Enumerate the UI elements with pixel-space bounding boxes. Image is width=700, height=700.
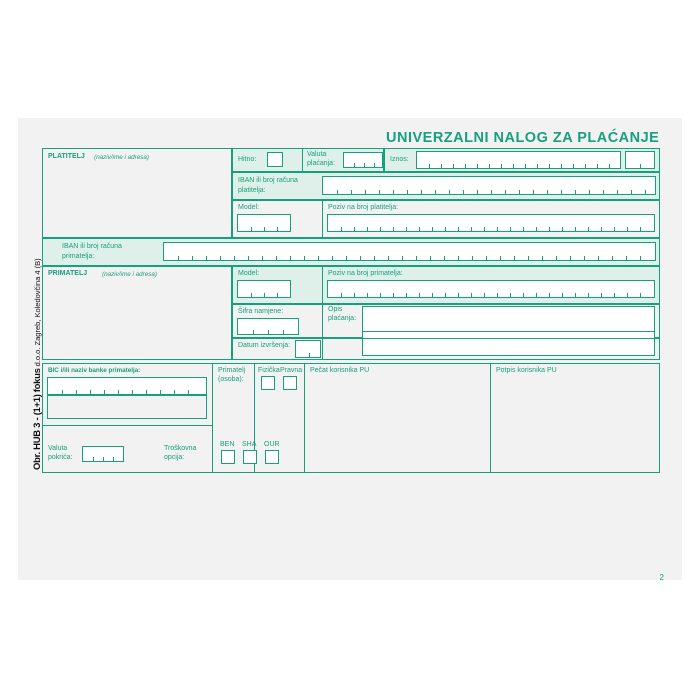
receiver-label-note: (naziv/ime i adresa) [102, 271, 157, 278]
currency-label-line1: Valuta [307, 151, 327, 158]
description-rule [362, 331, 655, 332]
receiver-type-legal-checkbox[interactable] [283, 376, 297, 390]
company-text: d.o.o. Zagreb, Koledovčina 4 (B) [33, 258, 42, 367]
charge-option-our-checkbox[interactable] [265, 450, 279, 464]
payer-reference-label: Poziv na broj platitelja: [328, 204, 399, 211]
receiver-type-label-line2: (osoba): [218, 376, 244, 383]
execution-date-label: Datum izvršenja: [238, 342, 291, 349]
cover-currency-label-line1: Valuta [48, 445, 68, 452]
payer-model-input[interactable] [237, 214, 291, 232]
purpose-code-input[interactable] [237, 318, 299, 335]
receiver-type-natural-checkbox[interactable] [261, 376, 275, 390]
charge-option-our-label: OUR [264, 441, 280, 448]
divider [212, 363, 213, 473]
execution-date-input[interactable] [295, 340, 321, 358]
receiver-name-address-field[interactable] [42, 266, 232, 360]
payment-order-form [18, 118, 682, 580]
page-number: 2 [659, 573, 664, 582]
bank-name-label: BIC i/ili naziv banke primatelja: [48, 367, 141, 374]
purpose-code-label: Šifra namjene: [238, 308, 284, 315]
bank-name-input[interactable] [47, 377, 207, 395]
divider [322, 200, 323, 238]
signature-area[interactable] [490, 363, 660, 473]
divider [42, 425, 212, 426]
payer-account-input[interactable] [322, 176, 656, 195]
page-title: UNIVERZALNI NALOG ZA PLAĆANJE [386, 130, 660, 146]
form-imprint [32, 258, 43, 470]
stamp-label: Pečat korisnika PU [310, 367, 370, 374]
receiver-account-label-line1: IBAN ili broj računa [62, 243, 122, 250]
currency-input[interactable] [343, 152, 383, 168]
payer-label: PLATITELJ [48, 153, 85, 160]
receiver-reference-input[interactable] [327, 280, 655, 298]
receiver-label: PRIMATELJ [48, 270, 88, 277]
charge-option-ben-label: BEN [220, 441, 235, 448]
bank-name-text-field[interactable] [47, 395, 207, 419]
receiver-model-input[interactable] [237, 280, 291, 298]
brand-logo: fokus [32, 368, 43, 393]
payment-description-label-line2: plaćanja: [328, 315, 357, 322]
urgent-label: Hitno: [238, 156, 257, 163]
charge-option-label-line1: Troškovna [164, 445, 197, 452]
signature-label: Potpis korisnika PU [496, 367, 557, 374]
receiver-type-natural-label: Fizička [258, 367, 280, 374]
receiver-account-label-line2: primatelja: [62, 253, 95, 260]
urgent-checkbox[interactable] [267, 152, 283, 167]
amount-input[interactable] [416, 151, 621, 169]
cover-currency-input[interactable] [82, 446, 124, 462]
cover-currency-label-line2: pokrića: [48, 454, 73, 461]
receiver-account-input[interactable] [163, 242, 656, 261]
payer-reference-input[interactable] [327, 214, 655, 232]
charge-option-ben-checkbox[interactable] [221, 450, 235, 464]
currency-label-line2: plaćanja: [307, 160, 336, 167]
receiver-model-label: Model: [238, 270, 260, 277]
stamp-area[interactable] [304, 363, 490, 473]
charge-option-label-line2: opcija: [164, 454, 185, 461]
payer-account-label-line1: IBAN ili broj računa [238, 177, 298, 184]
charge-option-sha-label: SHA [242, 441, 257, 448]
charge-option-sha-checkbox[interactable] [243, 450, 257, 464]
receiver-reference-label: Poziv na broj primatelja: [328, 270, 403, 277]
receiver-type-legal-label: Pravna [280, 367, 303, 374]
divider [322, 266, 323, 304]
form-code-text: Obr. HUB 3 - (1+1) [32, 394, 43, 470]
payer-account-label-line2: platitelja: [238, 187, 266, 194]
amount-label: Iznos: [390, 156, 409, 163]
payment-description-label-line1: Opis [328, 306, 343, 313]
payer-model-label: Model: [238, 204, 260, 211]
payer-label-note: (naziv/ime i adresa) [94, 154, 149, 161]
amount-decimals-input[interactable] [625, 151, 655, 169]
receiver-type-label-line1: Primatelj [218, 367, 246, 374]
